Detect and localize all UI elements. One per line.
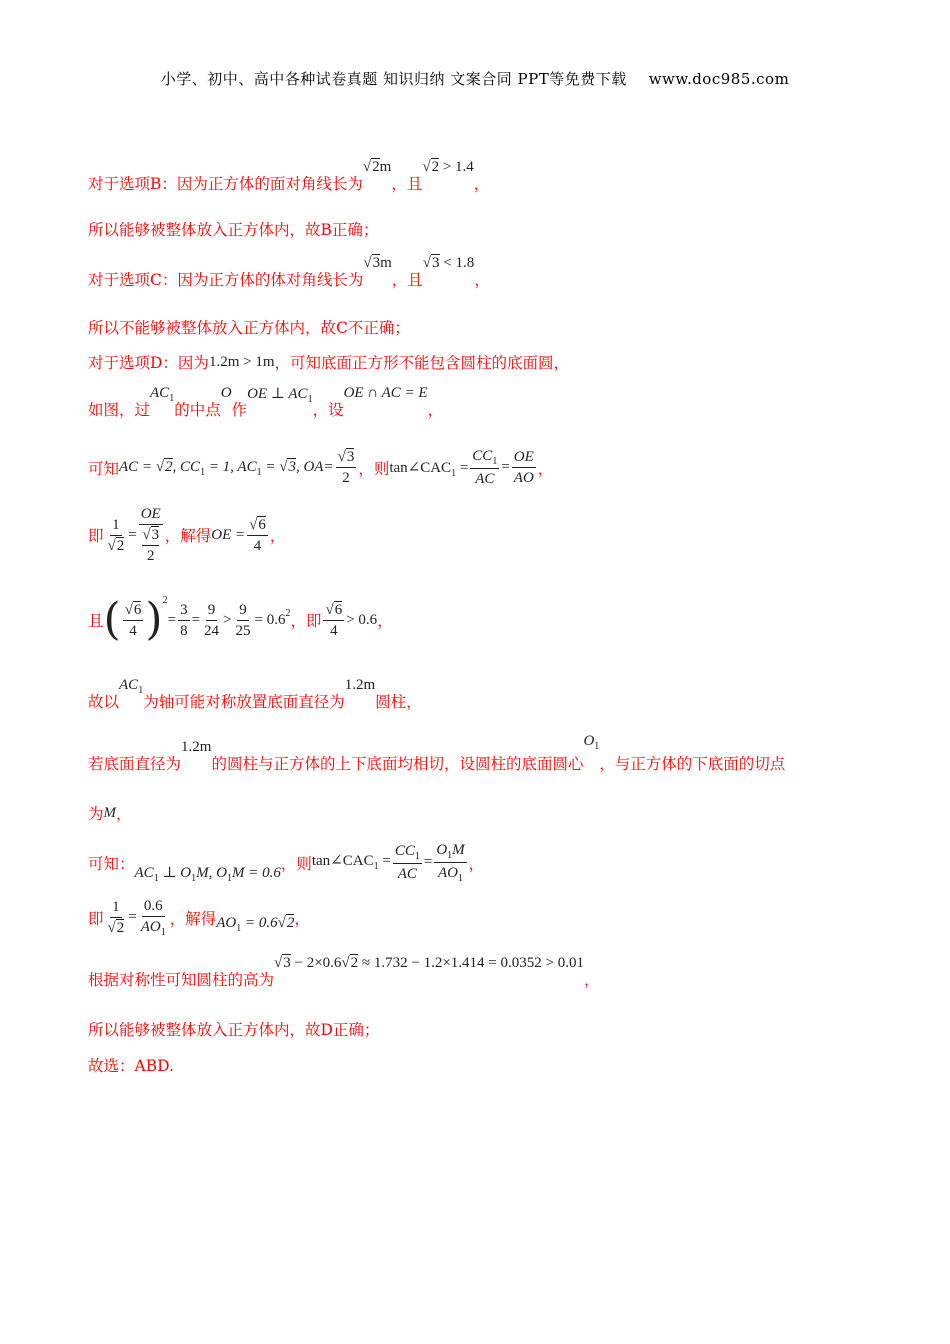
math-height-calc: √ 3 − 2×0.6√ 2 ≈ 1.732 − 1.2×1.414 = 0.0352 > 0.01 xyxy=(274,955,584,972)
math-sqrt3m: √ 3m xyxy=(363,255,391,272)
math-ac1-axis: $AC_1$ xyxy=(119,676,144,696)
line-solve-oe: 即 1 √ 2 = OE √ 3 2 ，解得 OE = √ $\frac{6}{4}$ ， xyxy=(88,504,285,566)
math-oe-perp: OE ⊥ $AC_1$ xyxy=(247,385,313,405)
line-figure-setup: 如图，过 $AC_1$ 的中点 O 作 OE ⊥ $AC_1$ ，设 OE ∩ AC = E ， xyxy=(88,384,444,419)
frac-9-24: $\frac{9}{24}$ xyxy=(204,601,220,639)
math-compare: 1.2m > 1m xyxy=(208,353,275,370)
frac-cc1-ac: $\frac{CC_1}{AC}$ xyxy=(472,448,498,487)
frac-sqrt6-4-b: √ $\frac{6}{4}$ xyxy=(323,600,344,641)
math-ac1: $AC_1$ xyxy=(150,384,175,404)
frac-1-sqrt2-b: 1 √ 2 xyxy=(106,897,127,938)
header-site: www.doc985.com xyxy=(648,70,790,88)
frac-9-25: $\frac{9}{25}$ xyxy=(235,601,251,639)
math-tan: $\tan\angle CAC_1$ = xyxy=(389,460,469,479)
math-ao1-eq: $AO_1 = 0.6√$ 2 xyxy=(216,915,294,932)
math-o: O xyxy=(220,384,232,401)
math-sqrt2m: √ 2m xyxy=(363,159,391,176)
frac-06-ao1: $\frac{0.6}{AO_1}$ xyxy=(140,898,166,938)
line-c-conclusion: 所以不能够被整体放入正方体内，故C不正确； xyxy=(88,319,410,337)
line-d-conclusion: 所以能够被整体放入正方体内，故D正确； xyxy=(88,1021,380,1039)
line-compare: 且 ( √ $\frac{6}{4}$ ) 2 = $\frac{3}{8}$ = $\frac{9}{24}$ > $\frac{9}{25}$ = $0.6^2$ ，即 √ $\frac{6}{4}$ > 0.6 ， xyxy=(88,598,393,642)
frac-sqrt6-4-sq: √ $\frac{6}{4}$ xyxy=(123,600,144,641)
line-option-c: 对于选项C：因为正方体的体对角线长为 √ 3m ，且 √ 3 < 1.8 ， xyxy=(88,268,490,290)
frac-1-sqrt2: 1 √ 2 xyxy=(106,515,127,556)
frac-oa: √ $\frac{3}{2}$ xyxy=(336,447,357,488)
math-values: AC = √ 2, $CC_1 = 1$, $AC_1$ = √ 3, OA= xyxy=(119,459,334,476)
line-tangent: 若底面直径为 1.2m 的圆柱与正方体的上下底面均相切，设圆柱的底面圆心 $O_1$ ，与正方体的下底面的切点 xyxy=(88,732,786,773)
header-text: 小学、初中、高中各种试卷真题 知识归纳 文案合同 PPT等免费下载 xyxy=(160,70,627,88)
line-option-b: 对于选项B：因为正方体的面对角线长为 √ 2m ，且 √ 2 > 1.4 ， xyxy=(88,172,489,194)
math-o1: $O_1$ xyxy=(583,732,600,752)
line-answer: 故选：ABD. xyxy=(88,1057,174,1075)
line-axis: 故以 $AC_1$ 为轴可能对称放置底面直径为 1.2m 圆柱， xyxy=(88,676,422,711)
line-known-values: 可知 AC = √ 2, $CC_1 = 1$, $AC_1$ = √ 3, OA= √ $\frac{3}{2}$ ，则 $\tan\angle CAC_1$ = $\frac{CC_1}{AC}$ = $\frac{OE}{AO}$ ， xyxy=(88,446,553,489)
page-header xyxy=(0,68,950,89)
line-b-conclusion: 所以能够被整体放入正方体内，故B正确； xyxy=(88,221,379,239)
math-sqrt3-lt: √ 3 < 1.8 xyxy=(423,255,474,272)
line-point-m: 为 M ， xyxy=(88,804,132,823)
frac-oe-complex: OE √ 3 2 xyxy=(139,504,163,566)
line-known-o1m: 可知： $AC_1$ ⊥ $O_1M$, $O_1M = 0.6$ ，则 $\tan\angle CAC_1$ = $\frac{CC_1}{AC}$ = $\frac{O_1M}{AO_1}$ ， xyxy=(88,842,485,884)
frac-oe-ao: $\frac{OE}{AO}$ xyxy=(513,449,534,486)
math-sqrt2-gt: √ 2 > 1.4 xyxy=(422,159,473,176)
frac-sqrt6-4: √ $\frac{6}{4}$ xyxy=(247,515,268,556)
math-ac1-perp: $AC_1$ ⊥ $O_1M$, $O_1M = 0.6$ xyxy=(134,865,281,884)
math-oe-eq: OE = xyxy=(211,526,246,543)
frac-cc1-ac-b: $\frac{CC_1}{AC}$ xyxy=(394,843,420,882)
line-option-d: 对于选项D：因为 1.2m > 1m ，可知底面正方形不能包含圆柱的底面圆， xyxy=(88,353,569,372)
math-intersection: OE ∩ AC = E xyxy=(343,384,428,401)
frac-o1m-ao1: $\frac{O_1M}{AO_1}$ xyxy=(436,842,465,884)
line-height: 根据对称性可知圆柱的高为 √ 3 − 2×0.6√ 2 ≈ 1.732 − 1.2×1.414 = 0.0352 > 0.01 ， xyxy=(88,968,600,990)
frac-3-8: $\frac{3}{8}$ xyxy=(180,601,188,639)
line-solve-ao1: 即 1 √ 2 = $\frac{0.6}{AO_1}$ ，解得 $AO_1 = 0.6√$ 2 ， xyxy=(88,896,310,939)
